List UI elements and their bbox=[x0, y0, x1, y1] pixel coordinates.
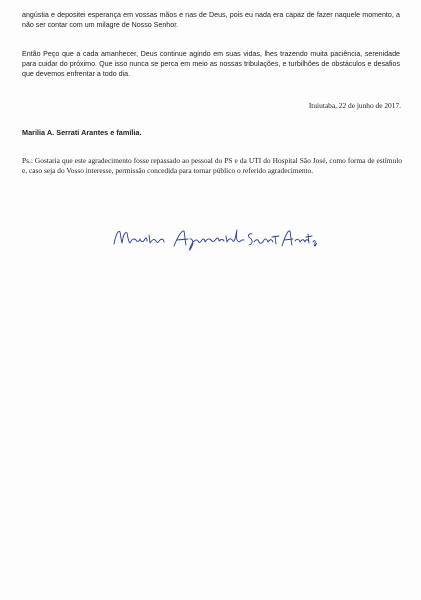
date-line: Ituiutaba, 22 de junho de 2017. bbox=[308, 101, 401, 110]
postscript: Ps.: Gostaria que este agradecimento fosse repassado ao pessoal do PS e da UTI do Hospital São José, como forma de estímulo e, caso seja do Vosso interesse, permissão concedida para tornar público o referido agradecimento. bbox=[22, 156, 402, 176]
letter-paragraph-1: angústia e depositei esperança em vossas mãos e nas de Deus, pois eu nada era capaz de fazer naquele momento, a não ser contar com um milagre de Nosso Senhor. bbox=[22, 11, 400, 30]
letter-paragraph-2: Então Peço que a cada amanhecer, Deus continue agindo em suas vidas, lhes trazendo muita paciência, serenidade para cuidar do próximo. Que isso nunca se perca em meio as nossas tribulações, e turbilhões de obstáculos e desafios que devemos enfrentar a todo dia. bbox=[22, 50, 400, 79]
sender-name: Marilia A. Serrati Arantes e família. bbox=[22, 128, 142, 137]
handwritten-signature bbox=[112, 224, 317, 254]
